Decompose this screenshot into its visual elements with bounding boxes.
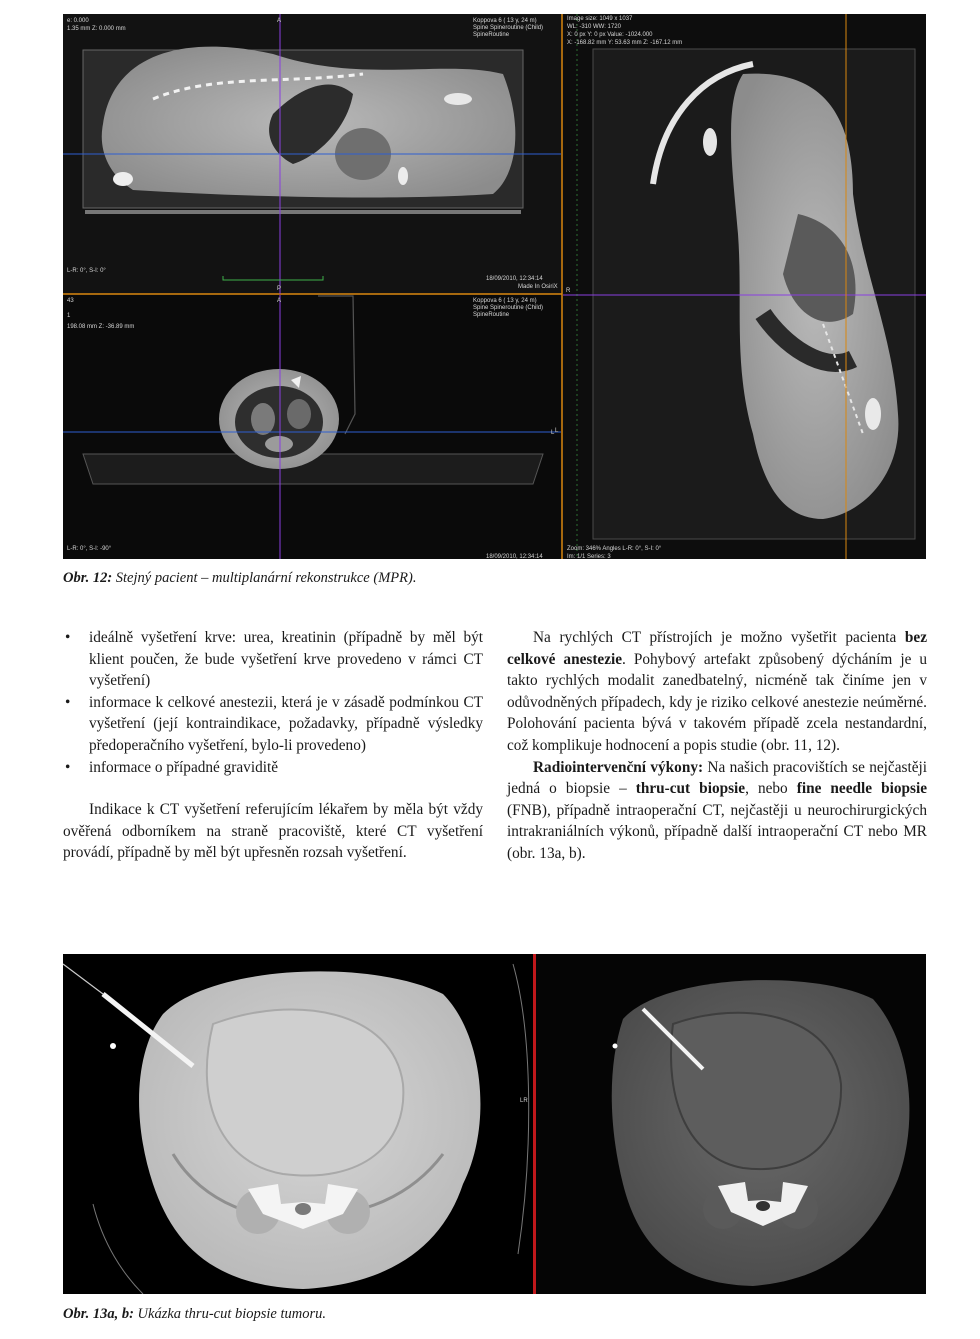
text-span: . Pohybový artefakt způsobený dýcháním je u takto rychlých modalit zanedbatelný, nicméně tak činíme jen v odůvodněných případech, kdy je riziko celkové anestezie neúměrné. Polohování pacienta bývá v takovém případě zcela nestandardní, což komplikuje hodnocení a popis studie (obr. 11, 12). [507, 650, 928, 754]
biopsy-ct-images [63, 954, 926, 1294]
mpr-panels-image [63, 14, 926, 559]
sagittal-overlay-tl-1: e: 0.000 [67, 18, 89, 24]
right-column [507, 627, 927, 865]
axial-overlay-br: 18/09/2010, 12:34:14 [486, 554, 543, 559]
coronal-overlay-tr-3: X: 0 px Y: 0 px Value: -1024.000 [567, 32, 653, 38]
coronal-overlay-tr-2: WL: -310 WW: 1720 [567, 24, 621, 30]
sagittal-overlay-tr-1: Koppova 6 ( 13 y, 24 m) [473, 18, 537, 24]
text-span: Na rychlých CT přístrojích je možno vyšetřit pacienta [533, 629, 905, 646]
sagittal-overlay-br-2: Made In OsiriX [518, 284, 558, 290]
sagittal-overlay-tl-2: 1.35 mm Z: 0.000 mm [67, 26, 126, 32]
coronal-overlay-bl-1: Zoom: 346% Angles L-R: 0°, S-I: 0° [567, 546, 662, 552]
interventions-paragraph [507, 757, 927, 865]
axial-overlay-tr-3: SpineRoutine [473, 312, 510, 318]
sagittal-overlay-tr-3: SpineRoutine [473, 32, 510, 38]
text-span: , nebo [745, 780, 797, 798]
figure-12-mpr [63, 14, 926, 559]
figure-12-caption-text: Stejný pacient – multiplanární rekonstrukce (MPR). [112, 570, 417, 586]
axial-overlay-tr-1: Koppova 6 ( 13 y, 24 m) [473, 298, 537, 304]
requirements-list [63, 627, 483, 778]
axial-orient-l: L [551, 430, 555, 436]
axial-orient-a: A [277, 298, 282, 304]
coronal-overlay-tr-4: X: -168.82 mm Y: 53.63 mm Z: -167.12 mm [567, 40, 683, 46]
figure-13-caption-text: Ukázka thru-cut biopsie tumoru. [133, 1306, 327, 1322]
coronal-orient-r: R [566, 288, 571, 294]
sagittal-overlay-tr-2: Spine Spineroutine (Child) [473, 25, 544, 31]
coronal-view [555, 14, 926, 559]
figure-13-caption [63, 1306, 326, 1323]
sagittal-orient-a: A [277, 18, 282, 24]
image-divider [533, 954, 536, 1294]
ct-image-a [63, 954, 533, 1294]
sagittal-orient-p: P [277, 286, 282, 292]
list-item: • ideálně vyšetření krve: urea, kreatinin (případně by měl být klient poučen, že bude vyšetření krve provedeno v rámci CT vyšetření) [63, 627, 483, 692]
axial-overlay-tl-3: 198.08 mm Z: -36.89 mm [67, 324, 135, 330]
left-column [63, 627, 483, 864]
text-span: (FNB), případně intraoperační CT, nejčastěji u neurochirurgických intrakraniálních výkonů, případně další intraoperační CT nebo MR (obr. 13a, b). [507, 801, 927, 862]
axial-overlay-tl-2: 1 [67, 313, 71, 319]
coronal-overlay-bl-2: Im: 1/1 Series: 3 [567, 554, 611, 559]
ct-image-b [520, 954, 926, 1294]
figure-13-caption-label: Obr. 13a, b: [63, 1306, 134, 1322]
figure-12-caption-label: Obr. 12: [63, 570, 113, 586]
coronal-overlay-tr-1: Image size: 1049 x 1037 [567, 16, 633, 22]
figure-13-biopsy [63, 954, 926, 1294]
bold-term-fnb: fine needle biopsie [796, 780, 927, 798]
bold-term-anesthesia: bez celkové anestezie [507, 629, 927, 668]
list-item: • informace o případné graviditě [63, 757, 483, 779]
axial-overlay-tl-1: 43 [67, 298, 74, 304]
axial-overlay-bl: L-R: 0°, S-I: -90° [67, 546, 112, 552]
axial-overlay-tr-2: Spine Spineroutine (Child) [473, 305, 544, 311]
image-a-side-label: LR [520, 1098, 528, 1104]
bold-term-radiointervention: Radiointervenční výkony: [533, 758, 704, 776]
bold-term-thru-cut: thru-cut biopsie [635, 780, 746, 798]
figure-12-caption [63, 570, 416, 587]
list-item: • informace k celkové anestezii, která je v zásadě podmínkou CT vyšetření (její kontraindikace, požadavky, případně výsledky předoperačního vyšetření, bylo-li provedeno) [63, 692, 483, 757]
sagittal-overlay-bl: L-R: 0°, S-I: 0° [67, 268, 106, 274]
sagittal-overlay-br-1: 18/09/2010, 12:34:14 [486, 276, 543, 282]
indication-paragraph: Indikace k CT vyšetření referujícím lékařem by měla být vždy ověřená odborníkem na straně pracoviště, které CT vyšetření provádí, případně by měl být upřesněn rozsah vyšetření. [63, 801, 483, 862]
anesthesia-paragraph [507, 627, 927, 757]
coronal-orient-l: L [555, 428, 559, 434]
text-span: Na našich pracovištích se nejčastěji jedná o biopsie – [507, 758, 927, 798]
